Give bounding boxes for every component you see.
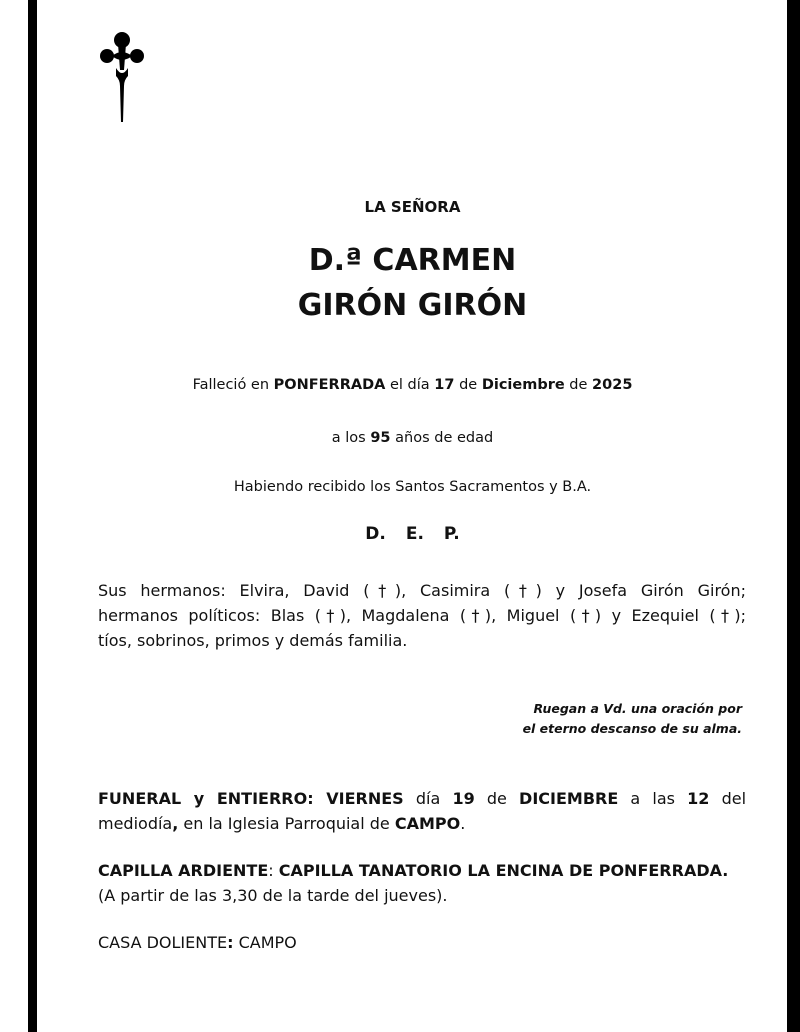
funeral-month: DICIEMBRE (519, 789, 619, 808)
left-border (28, 0, 37, 1032)
death-text: de (564, 377, 593, 393)
funeral-comma: , (172, 814, 179, 833)
deceased-name (40, 238, 785, 328)
dep-letter: D. (365, 524, 386, 544)
death-month: Diciembre (481, 377, 565, 393)
prayer-line-2: el eterno descanso de su alma. (522, 721, 742, 736)
name-line-2: GIRÓN GIRÓN (297, 288, 528, 323)
funeral-text: día (403, 789, 453, 808)
santiago-cross-icon (98, 30, 146, 122)
family-line-1: Sus hermanos: Elvira, David (†), Casimira (†) y Josefa Girón Girón; (98, 581, 746, 600)
chapel-line-1 (98, 858, 746, 883)
chapel-label: CAPILLA ARDIENTE (98, 861, 269, 880)
prayer-request (523, 699, 742, 739)
death-text: Falleció en (192, 377, 274, 393)
dep-letter: P. (443, 524, 460, 544)
funeral-line-1 (98, 786, 746, 811)
funeral-label: FUNERAL y ENTIERRO: VIERNES (98, 789, 404, 808)
title-la-senora: LA SEÑORA (364, 198, 461, 216)
death-info (40, 377, 785, 393)
name-line-1: D.ª CARMEN (308, 243, 517, 278)
chapel-colon: : (268, 861, 279, 880)
funeral-text: del (709, 789, 747, 808)
sacraments-text: Habiendo recibido los Santos Sacramentos y B.A. (233, 479, 592, 495)
funeral-text: a las (618, 789, 688, 808)
funeral-info (98, 786, 746, 836)
family-line-2: hermanos políticos: Blas (†), Magdalena (†), Miguel (†) y Ezequiel (†); (98, 606, 746, 625)
funeral-church: CAMPO (394, 814, 461, 833)
death-text: el día (385, 377, 435, 393)
death-year: 2025 (592, 377, 633, 393)
death-place: PONFERRADA (273, 377, 386, 393)
dep-abbreviation (40, 524, 785, 544)
house-colon: : (227, 933, 234, 952)
house-place: CAMPO (233, 933, 297, 952)
family-line-3: tíos, sobrinos, primos y demás familia. (98, 631, 408, 650)
chapel-place: CAPILLA TANATORIO LA ENCINA DE PONFERRADA. (278, 861, 729, 880)
age-info (40, 430, 785, 446)
age-years: 95 (370, 430, 391, 446)
funeral-text: . (460, 814, 466, 833)
funeral-text: mediodía (98, 814, 173, 833)
right-border (787, 0, 800, 1032)
age-text: a los (331, 430, 371, 446)
age-text: años de edad (390, 430, 494, 446)
death-day: 17 (434, 377, 455, 393)
funeral-text: en la Iglesia Parroquial de (178, 814, 395, 833)
house-info (98, 930, 746, 955)
funeral-line-2 (98, 811, 746, 836)
family-list (98, 578, 746, 653)
chapel-info (98, 858, 746, 908)
prayer-line-1: Ruegan a Vd. una oración por (533, 701, 742, 716)
chapel-note: (A partir de las 3,30 de la tarde del jueves). (98, 886, 448, 905)
death-text: de (454, 377, 482, 393)
funeral-hour: 12 (687, 789, 710, 808)
house-label: CASA DOLIENTE (98, 933, 228, 952)
dep-letter: E. (405, 524, 424, 544)
funeral-text: de (474, 789, 520, 808)
funeral-day: 19 (452, 789, 475, 808)
